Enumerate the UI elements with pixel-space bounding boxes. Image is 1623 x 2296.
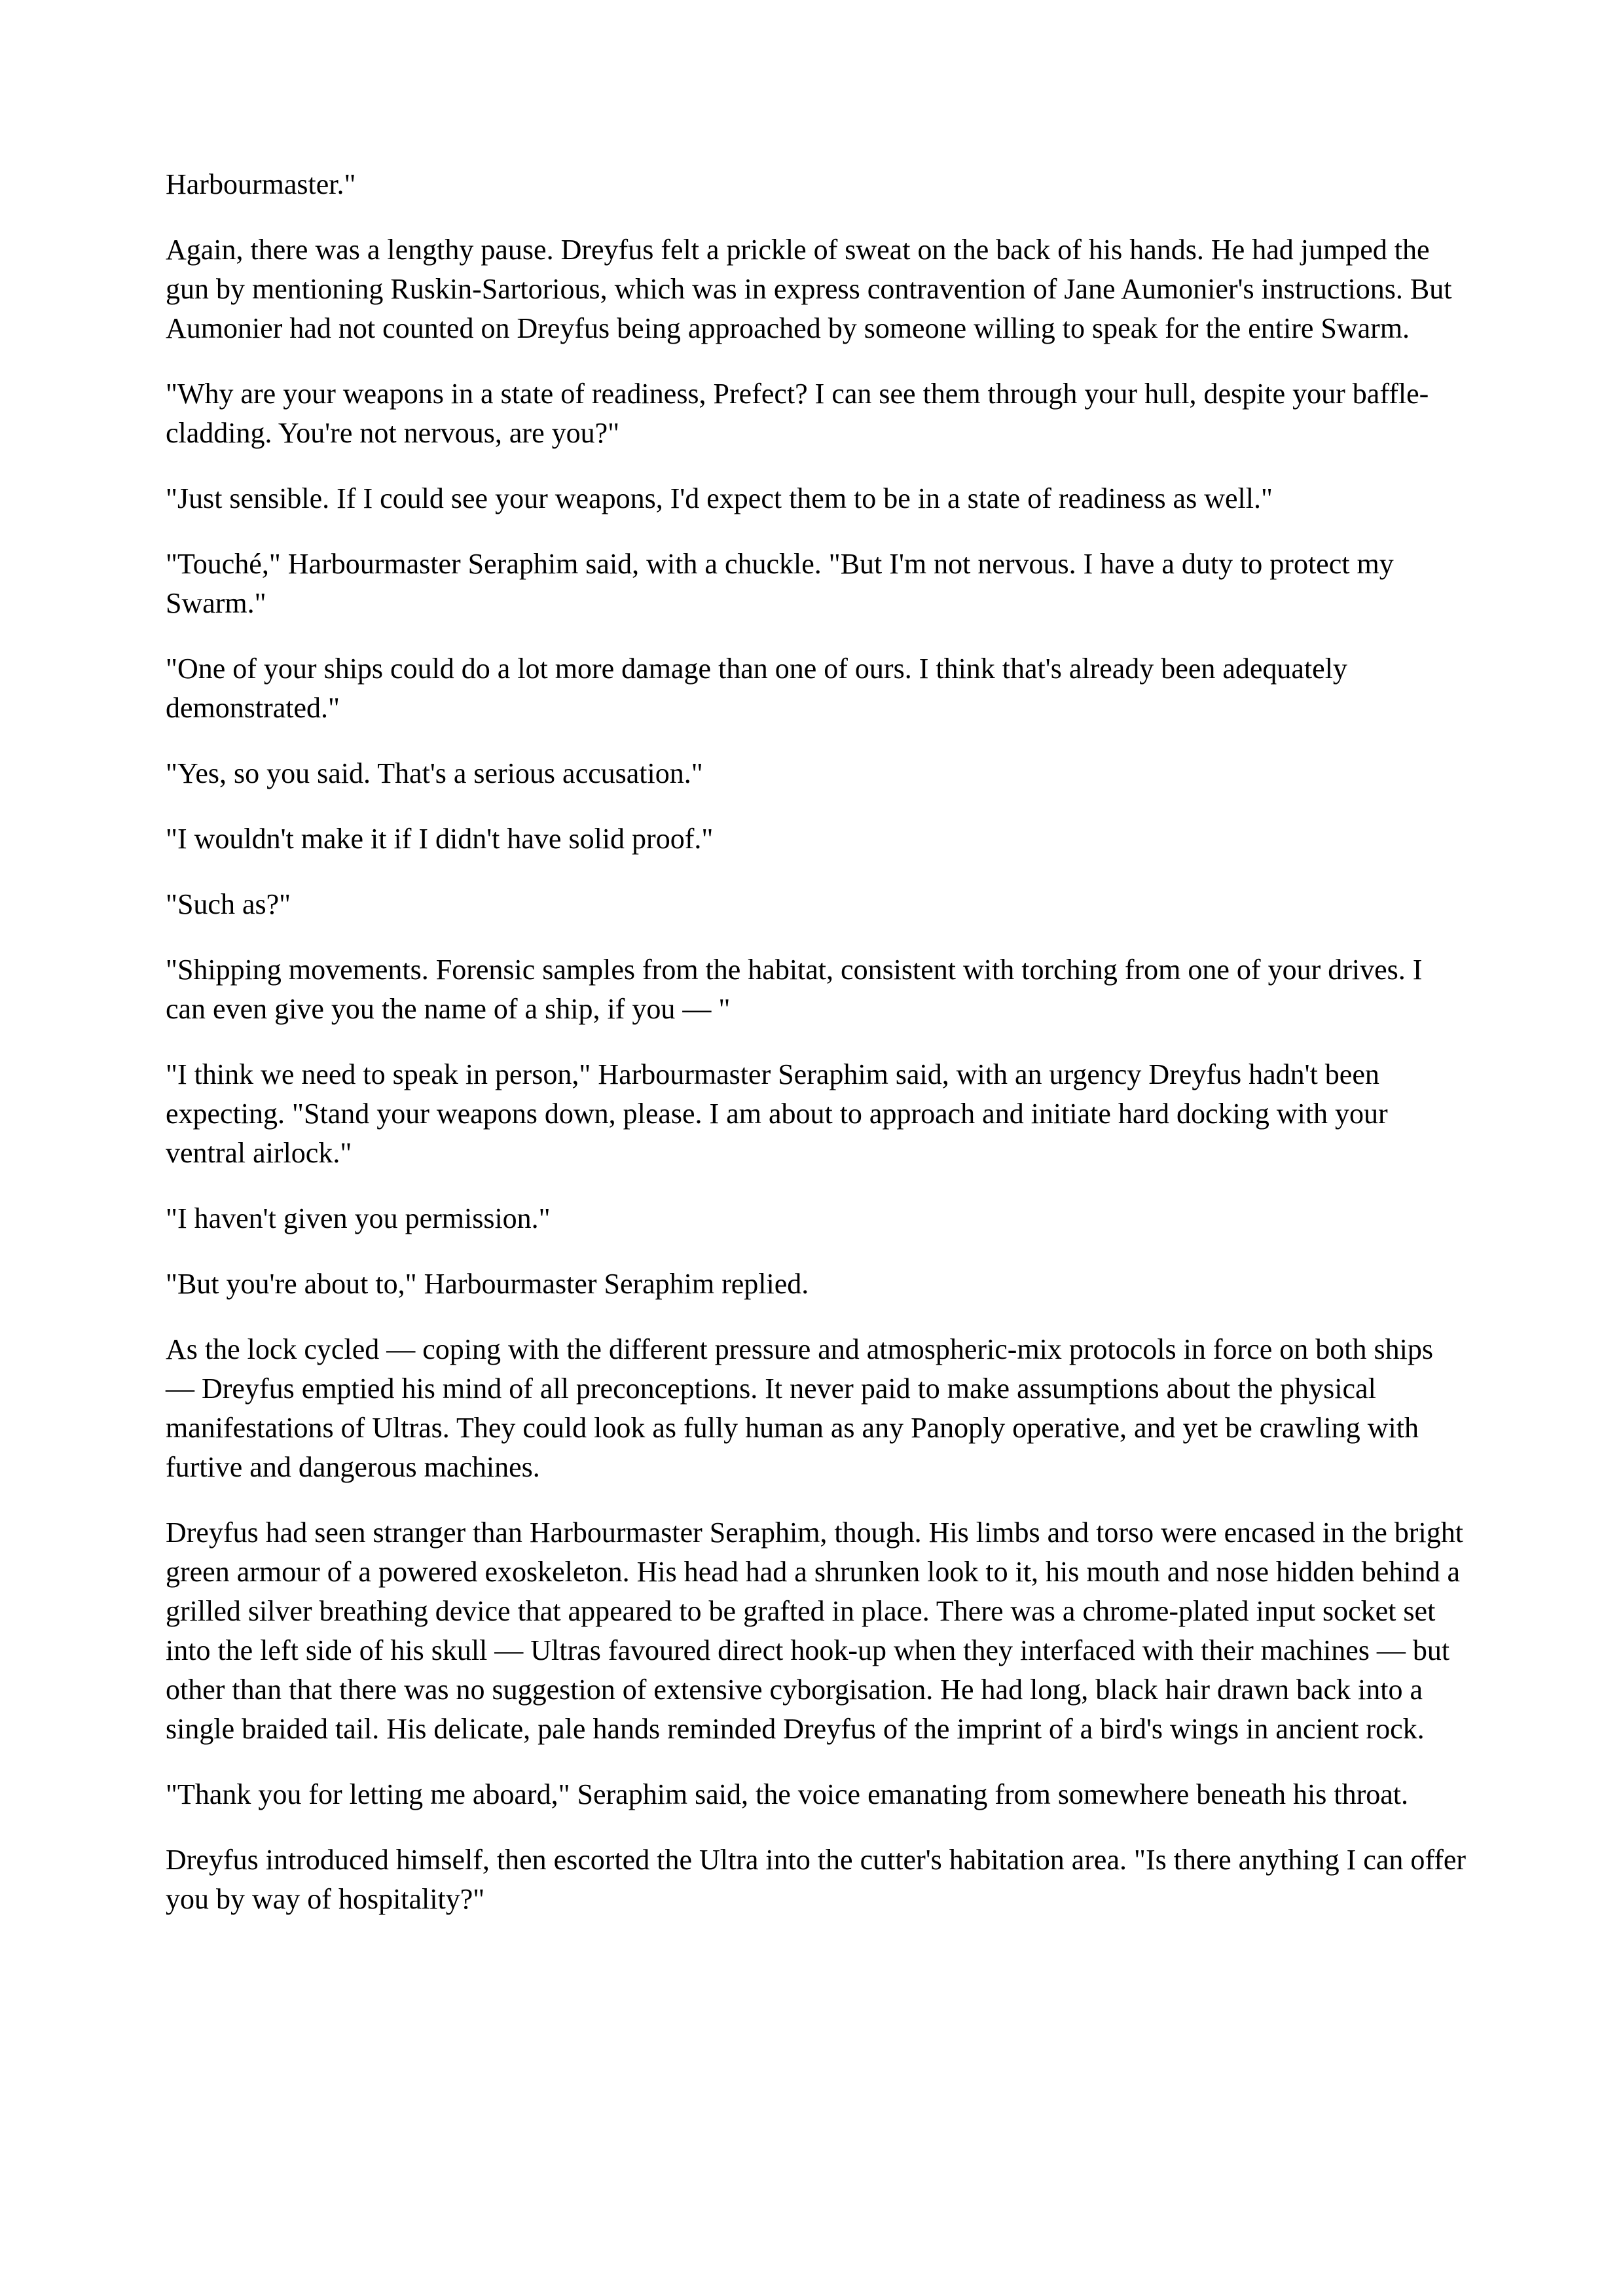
paragraph-1: Harbourmaster."	[166, 168, 356, 200]
paragraph-8: "I wouldn't make it if I didn't have solid proof."	[166, 823, 714, 855]
paragraph-7: "Yes, so you said. That's a serious accusation."	[166, 757, 703, 789]
paragraph-16: "Thank you for letting me aboard," Seraphim said, the voice emanating from somewhere beneath his throat.	[166, 1778, 1409, 1810]
paragraph-4: "Just sensible. If I could see your weapons, I'd expect them to be in a state of readiness as well."	[166, 482, 1273, 514]
paragraph-10: "Shipping movements. Forensic samples from the habitat, consistent with torching from one of your drives. I can even give you the name of a ship, if you — "	[166, 954, 1423, 1025]
paragraph-2: Again, there was a lengthy pause. Dreyfus felt a prickle of sweat on the back of his hands. He had jumped the gun by mentioning Ruskin-Sartorious, which was in express contravention of Jane Aumonier's instructions. But Aumonier had not counted on Dreyfus being approached by someone willing to speak for the entire Swarm.	[166, 234, 1452, 344]
paragraph-17: Dreyfus introduced himself, then escorted the Ultra into the cutter's habitation area. "Is there anything I can offer you by way of hospitality?"	[166, 1844, 1467, 1915]
paragraph-15: Dreyfus had seen stranger than Harbourmaster Seraphim, though. His limbs and torso were encased in the bright green armour of a powered exoskeleton. His head had a shrunken look to it, his mouth and nose hidden behind a grilled silver breathing device that appeared to be grafted in place. There was a chrome-plated input socket set into the left side of his skull — Ultras favoured direct hook-up when they interfaced with their machines — but other than that there was no suggestion of extensive cyborgisation. He had long, black hair drawn back into a single braided tail. His delicate, pale hands reminded Dreyfus of the imprint of a bird's wings in ancient rock.	[166, 1516, 1463, 1745]
text-column	[166, 165, 1468, 1945]
paragraph-9: "Such as?"	[166, 888, 291, 920]
paragraph-3: "Why are your weapons in a state of readiness, Prefect? I can see them through your hull, despite your baffle-cladding. You're not nervous, are you?"	[166, 378, 1429, 449]
paragraph-5: "Touché," Harbourmaster Seraphim said, with a chuckle. "But I'm not nervous. I have a duty to protect my Swarm."	[166, 548, 1394, 619]
paragraph-14: As the lock cycled — coping with the different pressure and atmospheric-mix protocols in force on both ships — Dreyfus emptied his mind of all preconceptions. It never paid to make assumptions about the physical manifestations of Ultras. They could look as fully human as any Panoply operative, and yet be crawling with furtive and dangerous machines.	[166, 1333, 1433, 1483]
paragraph-12: "I haven't given you permission."	[166, 1202, 551, 1234]
paragraph-11: "I think we need to speak in person," Harbourmaster Seraphim said, with an urgency Dreyfus hadn't been expecting. "Stand your weapons down, please. I am about to approach and initiate hard docking with your ventral airlock."	[166, 1058, 1388, 1169]
paragraph-6: "One of your ships could do a lot more damage than one of ours. I think that's already been adequately demonstrated."	[166, 653, 1347, 724]
paragraph-13: "But you're about to," Harbourmaster Seraphim replied.	[166, 1268, 809, 1300]
